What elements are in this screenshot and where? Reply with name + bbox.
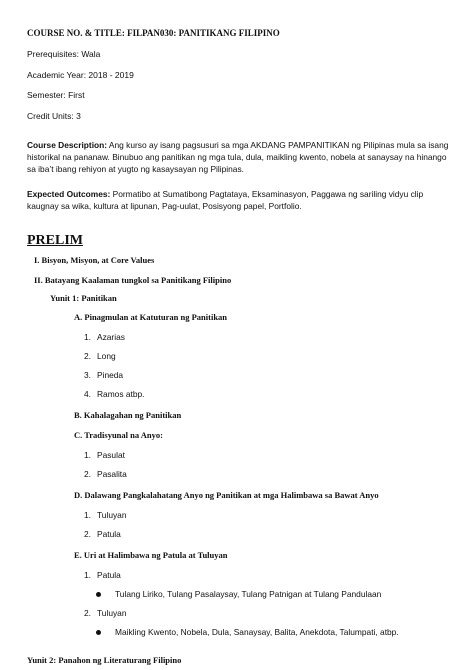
unit-2-heading: Yunit 2: Panahon ng Literaturang Filipino (27, 655, 182, 665)
expected-outcomes (27, 188, 451, 212)
credit-units: Credit Units: 3 (27, 111, 81, 121)
bullet-item: Maikling Kwento, Nobela, Dula, Sanaysay, Balita, Anekdota, Talumpati, atbp. (115, 627, 399, 637)
list-item: 1. Pasulat (84, 450, 125, 460)
list-item: 2. Tuluyan (84, 608, 127, 618)
prerequisites: Prerequisites: Wala (27, 49, 101, 59)
list-item: 3. Pineda (84, 370, 124, 380)
subsection-e-heading: E. Uri at Halimbawa ng Patula at Tuluyan (74, 550, 228, 560)
course-description-label: Course Description: (27, 140, 108, 150)
expected-outcomes-text: Pormatibo at Sumatibong Pagtataya, Eksaminasyon, Paggawa ng sariling vidyu clip kaugnay sa wika, kultura at lipunan, Pag-uulat, Posisyong papel, Portfolio. (27, 189, 424, 211)
list-item: 2. Long (84, 351, 116, 361)
course-description (27, 139, 451, 175)
unit-1-heading: Yunit 1: Panitikan (50, 293, 117, 303)
semester: Semester: First (27, 90, 85, 100)
list-item: 1. Tuluyan (84, 510, 127, 520)
subsection-d-heading: D. Dalawang Pangkalahatang Anyo ng Panitikan at mga Halimbawa sa Bawat Anyo (74, 490, 379, 500)
section-i: I. Bisyon, Misyon, at Core Values (34, 255, 155, 265)
list-item: 2. Patula (84, 529, 121, 539)
list-item: 1. Azarias (84, 332, 125, 342)
course-description-text: Ang kurso ay isang pagsusuri sa mga AKDANG PAMPANITIKAN ng Pilipinas mula sa isang historikal na pananaw. Binubuo ang panitikan ng mga tula, dula, maikling kwento, nobela at sanaysay na hinango sa iba’t ibang rehiyon at yugto ng kasaysayan ng Pilipinas. (27, 140, 449, 174)
section-ii: II. Batayang Kaalaman tungkol sa Panitikang Filipino (34, 275, 232, 285)
bullet-icon (96, 630, 101, 635)
bullet-icon (96, 592, 101, 597)
academic-year: Academic Year: 2018 - 2019 (27, 70, 134, 80)
subsection-a-heading: A. Pinagmulan at Katuturan ng Panitikan (74, 312, 228, 322)
list-item: 2. Pasalita (84, 469, 127, 479)
list-item: 1. Patula (84, 570, 121, 580)
expected-outcomes-label: Expected Outcomes: (27, 189, 111, 199)
subsection-c-heading: C. Tradisyunal na Anyo: (74, 430, 163, 440)
prelim-heading: PRELIM (27, 233, 83, 248)
list-item: 4. Ramos atbp. (84, 389, 145, 399)
course-title: COURSE NO. & TITLE: FILPAN030: PANITIKANG FILIPINO (27, 28, 280, 38)
subsection-b-heading: B. Kahalagahan ng Panitikan (74, 410, 182, 420)
bullet-item: Tulang Liriko, Tulang Pasalaysay, Tulang Patnigan at Tulang Pandulaan (115, 589, 382, 599)
